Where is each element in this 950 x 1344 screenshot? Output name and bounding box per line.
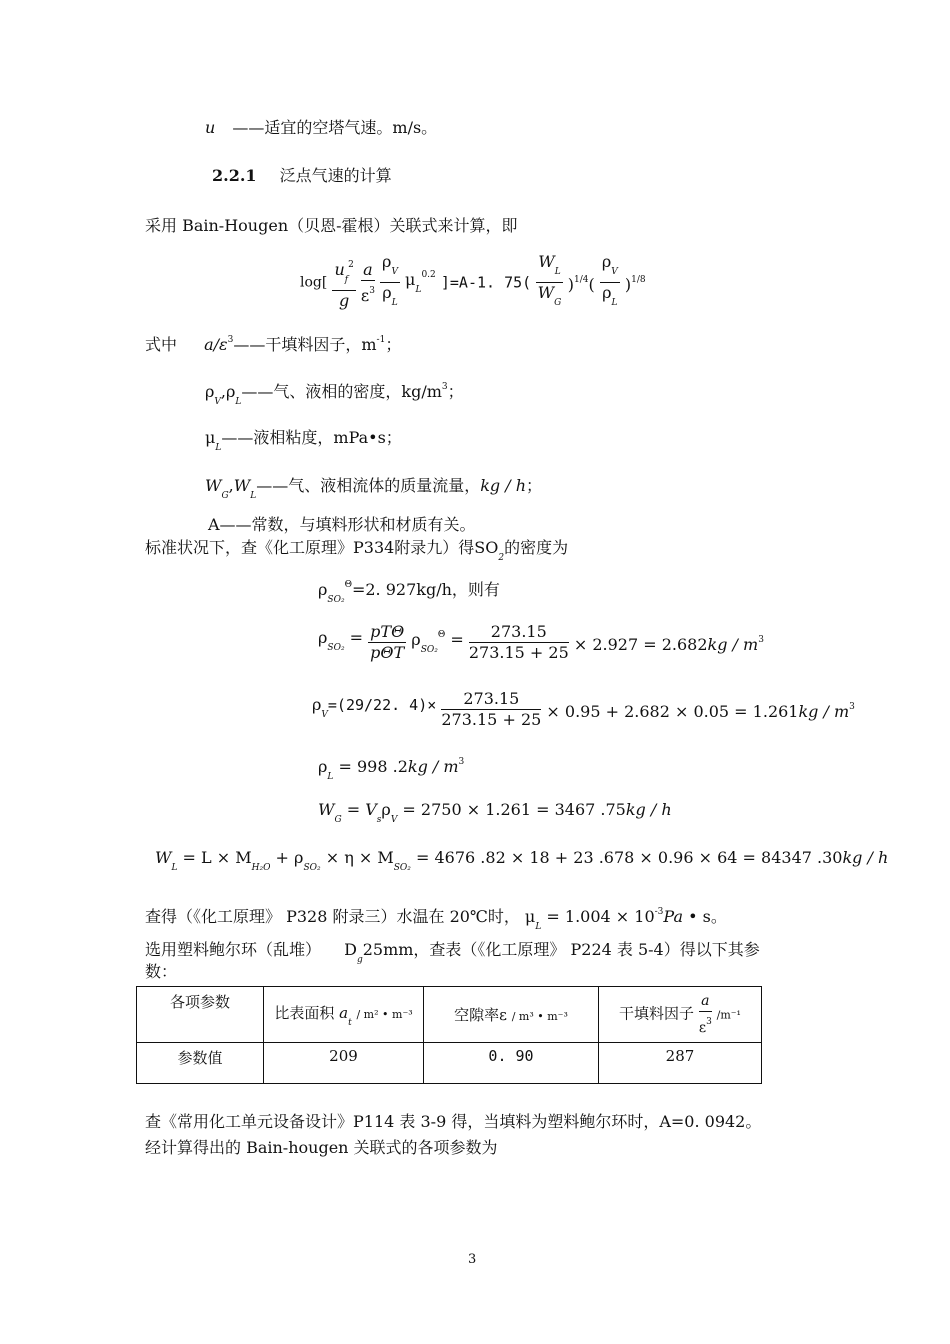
frac-a-eps: $\frac{a}{\varepsilon^3}$ <box>360 259 375 305</box>
where-rho: $\rho_V,\rho_L——$气、液相的密度，$kg/m^3$； <box>205 382 464 407</box>
table-row-label: 参数值 <box>137 1043 264 1084</box>
frac-u2-g: $\frac{u_f^2}{g}$ <box>332 255 355 311</box>
where-w: $W_G,W_L——$气、液相流体的质量流量，kg / h； <box>205 476 543 501</box>
formula-eighth: )$^{1/8}$ <box>624 275 646 294</box>
where-label: 式中 <box>145 335 178 354</box>
page-number: 3 <box>468 1252 477 1267</box>
table-row <box>137 1043 762 1084</box>
table-cell: 0. 90 <box>424 1043 599 1084</box>
formula-quarter: )$^{1/4}$( <box>567 275 595 294</box>
u-definition <box>205 118 437 138</box>
equation-w-g: $W_G = V_s\rho_V = 2750 \times 1.261 = 3467$ .75kg / h <box>318 800 672 825</box>
table-cell: 287 <box>599 1043 762 1084</box>
after-line-1: 查《常用化工单元设备设计》P114 表 3-9 得，当填料为塑料鲍尔环时，A=0. 0942。 <box>145 1112 762 1131</box>
equation-rho-so2: $\rho_{SO_2}^\Theta=2$. 927kg/h，则有 <box>318 580 500 605</box>
table-row <box>137 987 762 1043</box>
table-header-cell: 空隙率ε / m³ • m⁻³ <box>424 987 599 1043</box>
where-a: A——常数，与填料形状和材质有关。 <box>208 515 476 534</box>
section-title: 泛点气速的计算 <box>279 166 392 185</box>
after-line-2: 经计算得出的 Bain-hougen 关联式的各项参数为 <box>145 1138 498 1157</box>
table-header-cell: 比表面积 $a_t / m^2$ • m⁻³ <box>264 987 424 1043</box>
lookup-packing-cont: 数： <box>145 962 178 981</box>
lookup-packing: 选用塑料鲍尔环（乱堆） $D_g25mm$，查表（《化工原理》 P224 表 5-4）得以下其参 <box>145 940 760 965</box>
equation-rho-v: $\rho_V=(29/22$. 4)× $\frac{273.15}{273.15 + 25}$ × $0.95 + 2.682 \times 0.05 = 1.261kg / m^3$ <box>312 689 855 729</box>
table-header-cell: 各项参数 <box>137 987 264 1043</box>
intro-text: 采用 Bain-Hougen（贝恩-霍根）关联式来计算，即 <box>145 216 518 235</box>
u-desc: ——适宜的空塔气速。m/s。 <box>232 118 438 137</box>
formula-rhs: ]=A-1. 75( <box>440 273 532 292</box>
equation-rho-l: $\rho_L = 998$ $.2kg / m^3$ <box>318 757 465 782</box>
equation-w-l: $W_L = L \times M_{H_2O} + \rho_{SO_2} \times \eta \times M_{SO_2} = 4676$ .82 × 18 + 23 .678 × 0.96 × 64 = 84347 .30kg / h <box>155 848 889 873</box>
table-cell: 209 <box>264 1043 424 1084</box>
formula-mu: $\mu_L^{0.2}$ <box>405 270 436 295</box>
standard-condition: 标准状况下，查《化工原理》P334附录九）得$SO_2$的密度为 <box>145 538 569 563</box>
formula-log: log[ <box>300 274 328 291</box>
table-header-cell: 干填料因子 $\frac{a}{\varepsilon^3}$ /m⁻¹ <box>599 987 762 1043</box>
equation-rho-so2-calc: $\rho_{SO_2}$ = $\frac{\text{pTΘ}}{\text{pΘT}}$ $\rho_{SO_2}^\Theta$ = $\frac{273.15}{273.15 + 25}$ × $2.927 = 2.682kg / m^3$ <box>318 622 764 662</box>
u-symbol: u <box>205 118 216 137</box>
packing-parameter-table <box>136 986 762 1084</box>
lookup-viscosity: 查得（《化工原理》 P328 附录三）水温在 20℃时， $\mu_L = 1.004 \times 10^{-3}Pa$ • s。 <box>145 907 727 932</box>
section-heading <box>212 166 392 186</box>
frac-rho-v-l: $\frac{\rho_V}{\rho_L}$ <box>382 252 398 308</box>
bain-hougen-formula <box>300 252 646 308</box>
frac-rhov-rhol: $\frac{\rho_V}{\rho_L}$ <box>601 252 618 308</box>
section-number: 2.2.1 <box>212 166 257 185</box>
where-a-eps: 式中 $a/\varepsilon^3——$干填料因子，$m^{-1}$； <box>145 335 402 354</box>
frac-wl-wg: $\frac{W_L}{W_G}$ <box>537 252 562 308</box>
where-mu: $\mu_L——$液相粘度，mPa•s； <box>205 428 402 453</box>
